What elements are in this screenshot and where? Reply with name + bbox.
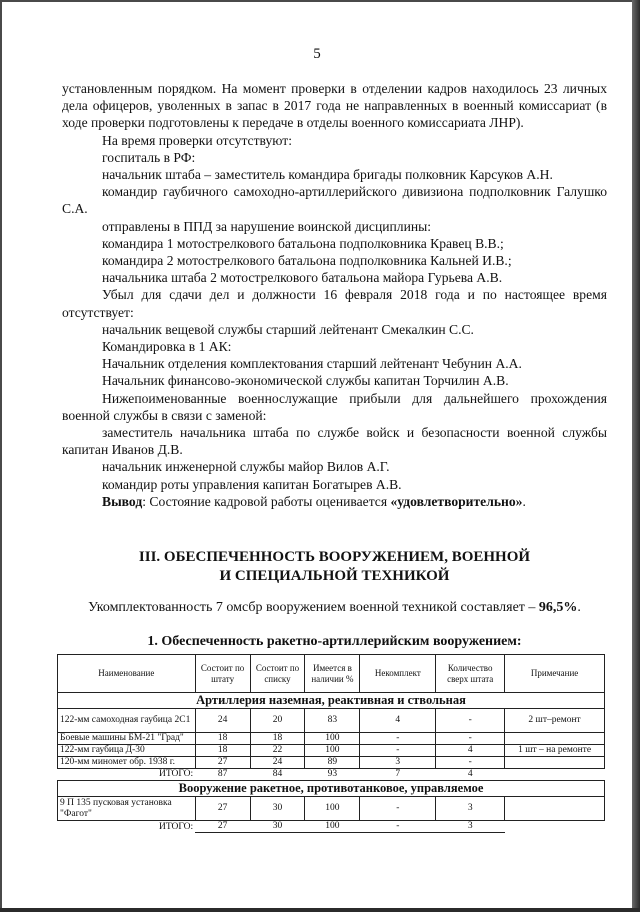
paragraph: госпиталь в РФ:: [102, 149, 196, 165]
summary-value: 96,5%: [538, 600, 578, 615]
table-header: Имеется в наличии %: [305, 655, 360, 693]
viewer-shadow-right: [632, 0, 640, 912]
conclusion-text: : Состояние кадровой работы оценивается: [142, 493, 391, 509]
section-heading: [62, 548, 607, 586]
table-row: [58, 797, 605, 821]
table-cell: 24: [250, 757, 305, 769]
section-heading-line1: III. ОБЕСПЕЧЕННОСТЬ ВООРУЖЕНИЕМ, ВОЕННОЙ: [138, 549, 531, 565]
weapons-table: [57, 654, 605, 833]
table-cell: -: [436, 733, 505, 745]
table-header-row: [58, 655, 605, 693]
table-cell: 30: [250, 797, 305, 821]
table-cell: [505, 733, 605, 745]
table-section-row: [58, 693, 605, 709]
paragraph: командир гаубичного самоходно-артиллерийского дивизиона подполковник Галушко С.А.: [62, 184, 607, 217]
summary-line: [62, 600, 607, 616]
table-cell: [505, 757, 605, 769]
table-cell: 22: [250, 745, 305, 757]
table-cell: 24: [195, 709, 250, 733]
table-cell: 9 П 135 пусковая установка "Фагот": [58, 797, 196, 821]
total-cell: 27: [195, 821, 250, 833]
total-cell: 87: [195, 769, 250, 781]
table-cell: 3: [436, 797, 505, 821]
total-cell: 3: [436, 821, 505, 833]
table-cell: 18: [250, 733, 305, 745]
paragraph: командира 2 мотострелкового батальона подполковника Кальней И.В.;: [102, 253, 512, 269]
conclusion-grade: «удовлетворительно»: [390, 493, 523, 509]
total-spacer: [505, 821, 605, 833]
paragraph: Убыл для сдачи дел и должности 16 февраля 2018 года и по настоящее время отсутствует:: [62, 287, 607, 320]
paragraph: командира 1 мотострелкового батальона подполковника Кравец В.В.;: [102, 235, 504, 251]
table-total-row: [58, 821, 605, 833]
table-header: Примечание: [505, 655, 605, 693]
total-cell: 100: [305, 821, 360, 833]
viewer-shadow-bottom: [0, 908, 640, 912]
paragraph: Начальник финансово-экономической службы капитан Торчилин А.В.: [102, 373, 509, 389]
paragraph: начальник штаба – заместитель командира бригады полковник Карсуков А.Н.: [102, 167, 553, 183]
table-header: Состоит по штату: [195, 655, 250, 693]
body-text: [62, 80, 607, 510]
paragraph: заместитель начальника штаба по службе войск и безопасности военной службы капитан Иванов Д.В.: [62, 425, 607, 458]
table-cell: 1 шт – на ремонте: [505, 745, 605, 757]
paragraph: Начальник отделения комплектования старший лейтенант Чебунин А.А.: [102, 356, 522, 372]
table-cell: 122-мм самоходная гаубица 2С1: [58, 709, 196, 733]
conclusion-end: .: [522, 493, 526, 509]
total-cell: -: [360, 821, 436, 833]
table-section-title: Артиллерия наземная, реактивная и ствольная: [58, 693, 605, 709]
table-row: [58, 757, 605, 769]
table-cell: 100: [305, 745, 360, 757]
summary-end: .: [577, 600, 581, 615]
table-title: 1. Обеспеченность ракетно-артиллерийским вооружением:: [147, 634, 522, 649]
table-cell: Боевые машины БМ-21 "Град": [58, 733, 196, 745]
total-label: ИТОГО:: [158, 821, 194, 832]
table-header: Состоит по списку: [250, 655, 305, 693]
conclusion: [62, 493, 607, 510]
table-header: Количество сверх штата: [436, 655, 505, 693]
table-cell: 83: [305, 709, 360, 733]
table-cell: -: [360, 733, 436, 745]
paragraph: установленным порядком. На момент проверки в отделении кадров находилось 23 личных дела офицеров, уволенных в запас в 2017 года не направленных в военный комиссариат (в ходе проверки подготовлены к передаче в отделы военного комиссариата ЛНР).: [62, 81, 607, 131]
table-cell: [505, 797, 605, 821]
table-cell: 120-мм миномет обр. 1938 г.: [58, 757, 196, 769]
table-total-row: [58, 769, 605, 781]
paragraph: начальника штаба 2 мотострелкового батальона майора Гурьева А.В.: [102, 270, 503, 286]
table-section-row: [58, 781, 605, 797]
paragraph: начальник инженерной службы майор Вилов А.Г.: [102, 459, 390, 475]
table-row: [58, 733, 605, 745]
table-cell: 27: [195, 757, 250, 769]
total-spacer: [505, 769, 605, 781]
summary-text: Укомплектованность 7 омсбр вооружением военной техникой составляет –: [88, 600, 539, 615]
table-cell: 4: [360, 709, 436, 733]
table-cell: 27: [195, 797, 250, 821]
paragraph: Командировка в 1 АК:: [102, 339, 232, 355]
table-cell: 20: [250, 709, 305, 733]
paragraph: Нижепоименованные военнослужащие прибыли для дальнейшего прохождения военной службы в связи с заменой:: [62, 390, 607, 423]
table-cell: -: [436, 709, 505, 733]
page-number: 5: [313, 46, 321, 62]
table-section-title: Вооружение ракетное, противотанковое, управляемое: [58, 781, 605, 797]
table-cell: 2 шт–ремонт: [505, 709, 605, 733]
table-cell: 18: [195, 745, 250, 757]
paragraph: отправлены в ППД за нарушение воинской дисциплины:: [102, 218, 432, 234]
total-cell: 84: [250, 769, 305, 781]
paragraph: начальник вещевой службы старший лейтенант Смекалкин С.С.: [102, 321, 474, 337]
total-label: ИТОГО:: [158, 769, 194, 780]
table-row: [58, 709, 605, 733]
paragraph: На время проверки отсутствуют:: [102, 132, 292, 148]
table-header: Некомплект: [360, 655, 436, 693]
table-header: Наименование: [58, 655, 196, 693]
paragraph: командир роты управления капитан Богатырев А.В.: [102, 476, 402, 492]
conclusion-label: Вывод: [102, 493, 143, 509]
table-cell: -: [436, 757, 505, 769]
section-heading-line2: И СПЕЦИАЛЬНОЙ ТЕХНИКОЙ: [219, 568, 450, 584]
table-cell: 100: [305, 797, 360, 821]
table-cell: -: [360, 745, 436, 757]
table-cell: 18: [195, 733, 250, 745]
total-cell: 30: [250, 821, 305, 833]
table-cell: 89: [305, 757, 360, 769]
total-cell: 93: [305, 769, 360, 781]
total-cell: 7: [360, 769, 436, 781]
table-cell: 4: [436, 745, 505, 757]
table-cell: 122-мм гаубица Д-30: [58, 745, 196, 757]
table-cell: -: [360, 797, 436, 821]
table-cell: 3: [360, 757, 436, 769]
table-cell: 100: [305, 733, 360, 745]
table-row: [58, 745, 605, 757]
total-cell: 4: [436, 769, 505, 781]
